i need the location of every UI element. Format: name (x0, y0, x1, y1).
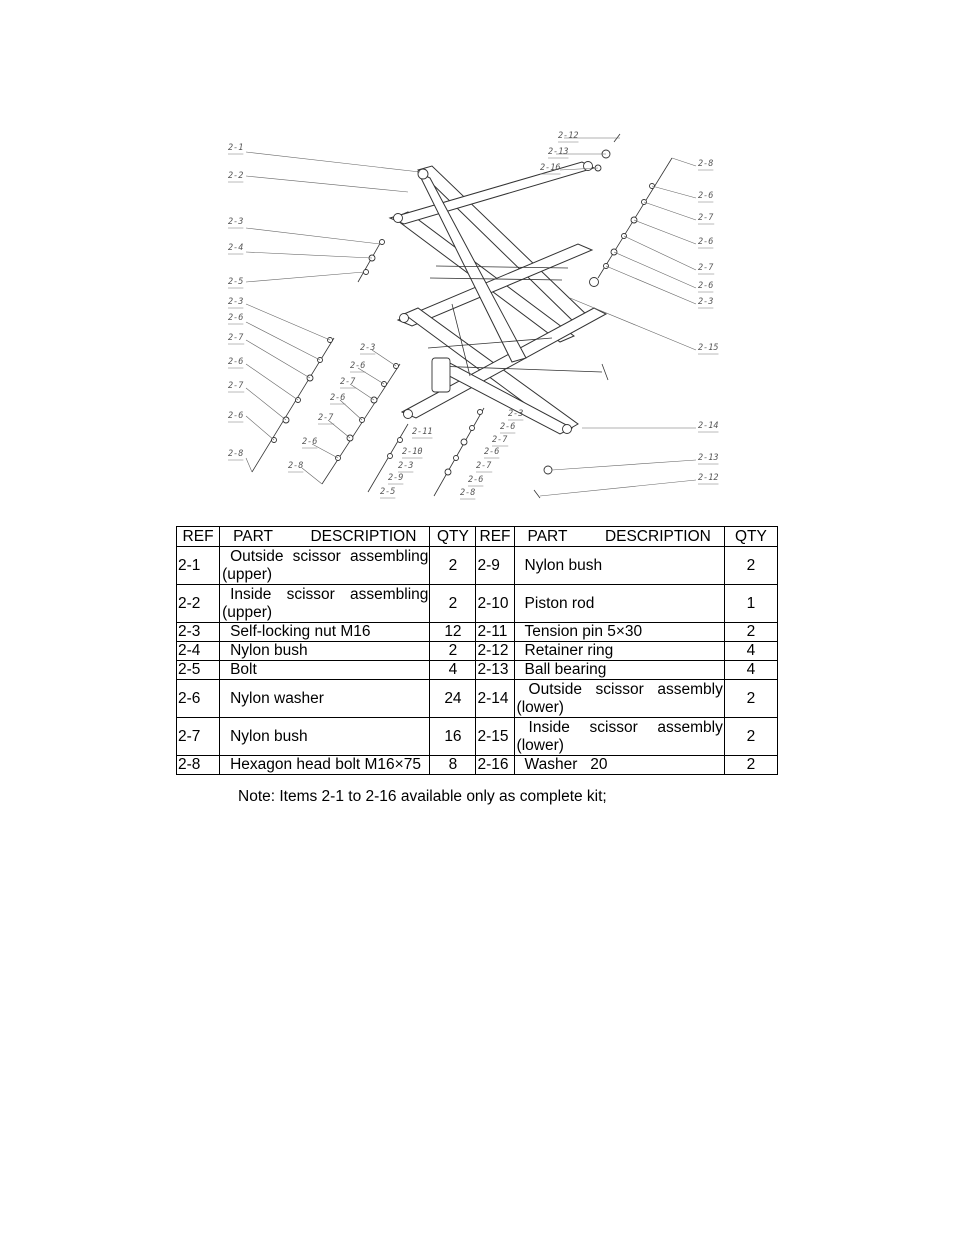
callout-label: 2-7 (340, 377, 356, 387)
qty-cell: 1 (724, 585, 777, 623)
callout-label: 2-11 (412, 427, 433, 437)
callout-label: 2-13 (548, 147, 569, 157)
callout-label: 2-3 (508, 409, 524, 419)
callout-label: 2-8 (698, 159, 714, 169)
description-cell: Ball bearing (514, 661, 724, 680)
callout-label: 2-6 (228, 313, 244, 323)
callout-label: 2-6 (698, 281, 714, 291)
table-row (177, 661, 778, 680)
qty-cell: 2 (430, 585, 476, 623)
callout-label: 2-5 (228, 277, 244, 287)
callout-label: 2-3 (398, 461, 414, 471)
callout-label: 2-8 (460, 488, 476, 498)
callout-label: 2-6 (228, 357, 244, 367)
callout-label: 2-7 (318, 413, 334, 423)
callout-label: 2-12 (558, 131, 579, 141)
ref-cell: 2-10 (476, 585, 514, 623)
callout-label: 2-13 (698, 453, 719, 463)
scissor-arms (390, 162, 608, 435)
ref-cell: 2-4 (177, 642, 220, 661)
callout-label: 2-3 (698, 297, 714, 307)
table-row (177, 680, 778, 718)
callout-label: 2-6 (698, 237, 714, 247)
description-cell: Inside scissor assembling (upper) (220, 585, 430, 623)
qty-cell: 2 (430, 642, 476, 661)
header-qty: QTY (724, 527, 777, 547)
callout-label: 2-3 (228, 217, 244, 227)
ref-cell: 2-2 (177, 585, 220, 623)
qty-cell: 4 (430, 661, 476, 680)
header-qty: QTY (430, 527, 476, 547)
description-cell: Nylon bush (220, 718, 430, 756)
callout-label: 2-6 (330, 393, 346, 403)
callout-label: 2-3 (228, 297, 244, 307)
header-part-description: PART DESCRIPTION (514, 527, 724, 547)
callout-label: 2-8 (228, 449, 244, 459)
callout-label: 2-16 (540, 163, 561, 173)
ref-cell: 2-7 (177, 718, 220, 756)
parts-list-table (176, 526, 778, 775)
description-cell: Piston rod (514, 585, 724, 623)
qty-cell: 2 (724, 718, 777, 756)
callout-label: 2-7 (228, 333, 244, 343)
ref-cell: 2-13 (476, 661, 514, 680)
ref-cell: 2-12 (476, 642, 514, 661)
qty-cell: 2 (724, 547, 777, 585)
ref-cell: 2-16 (476, 756, 514, 775)
callout-label: 2-6 (468, 475, 484, 485)
description-cell: Outside scissor assembling (upper) (220, 547, 430, 585)
description-cell: Outside scissor assembly (lower) (514, 680, 724, 718)
callout-label: 2-14 (698, 421, 719, 431)
callout-label: 2-4 (228, 243, 244, 253)
header-ref: REF (476, 527, 514, 547)
table-row (177, 642, 778, 661)
exploded-scissor-diagram (222, 128, 722, 500)
description-cell: Hexagon head bolt M16×75 (220, 756, 430, 775)
table-header-row (177, 527, 778, 547)
description-cell: Tension pin 5×30 (514, 623, 724, 642)
callout-label: 2-7 (698, 213, 714, 223)
callout-label: 2-6 (302, 437, 318, 447)
ref-cell: 2-14 (476, 680, 514, 718)
qty-cell: 8 (430, 756, 476, 775)
callout-label: 2-3 (360, 343, 376, 353)
ref-cell: 2-15 (476, 718, 514, 756)
callout-label: 2-2 (228, 171, 244, 181)
callout-label: 2-9 (388, 473, 404, 483)
callout-label: 2-6 (228, 411, 244, 421)
ref-cell: 2-9 (476, 547, 514, 585)
qty-cell: 2 (724, 756, 777, 775)
table-row (177, 756, 778, 775)
callout-label: 2-5 (380, 487, 396, 497)
qty-cell: 16 (430, 718, 476, 756)
callout-label: 2-6 (500, 422, 516, 432)
table-row (177, 623, 778, 642)
callout-label: 2-6 (484, 447, 500, 457)
callout-labels (228, 131, 718, 499)
description-cell: Self-locking nut M16 (220, 623, 430, 642)
ref-cell: 2-3 (177, 623, 220, 642)
qty-cell: 4 (724, 642, 777, 661)
qty-cell: 2 (430, 547, 476, 585)
qty-cell: 4 (724, 661, 777, 680)
callout-label: 2-7 (228, 381, 244, 391)
ref-cell: 2-1 (177, 547, 220, 585)
table-row (177, 718, 778, 756)
qty-cell: 2 (724, 623, 777, 642)
qty-cell: 12 (430, 623, 476, 642)
description-cell: Inside scissor assembly (lower) (514, 718, 724, 756)
callout-label: 2-6 (698, 191, 714, 201)
ref-cell: 2-11 (476, 623, 514, 642)
callout-label: 2-12 (698, 473, 719, 483)
callout-label: 2-8 (288, 461, 304, 471)
description-cell: Washer 20 (514, 756, 724, 775)
header-part-description: PART DESCRIPTION (220, 527, 430, 547)
callout-label: 2-1 (228, 143, 244, 153)
description-cell: Retainer ring (514, 642, 724, 661)
callout-label: 2-7 (476, 461, 492, 471)
description-cell: Nylon bush (514, 547, 724, 585)
ref-cell: 2-5 (177, 661, 220, 680)
callout-label: 2-10 (402, 447, 423, 457)
description-cell: Nylon bush (220, 642, 430, 661)
table-row (177, 585, 778, 623)
callout-label: 2-6 (350, 361, 366, 371)
ref-cell: 2-8 (177, 756, 220, 775)
qty-cell: 2 (724, 680, 777, 718)
description-cell: Nylon washer (220, 680, 430, 718)
table-row (177, 547, 778, 585)
ref-cell: 2-6 (177, 680, 220, 718)
description-cell: Bolt (220, 661, 430, 680)
header-ref: REF (177, 527, 220, 547)
qty-cell: 24 (430, 680, 476, 718)
callout-label: 2-7 (698, 263, 714, 273)
callout-label: 2-15 (698, 343, 719, 353)
callout-label: 2-7 (492, 435, 508, 445)
kit-note: Note: Items 2-1 to 2-16 available only as complete kit; (238, 788, 607, 805)
